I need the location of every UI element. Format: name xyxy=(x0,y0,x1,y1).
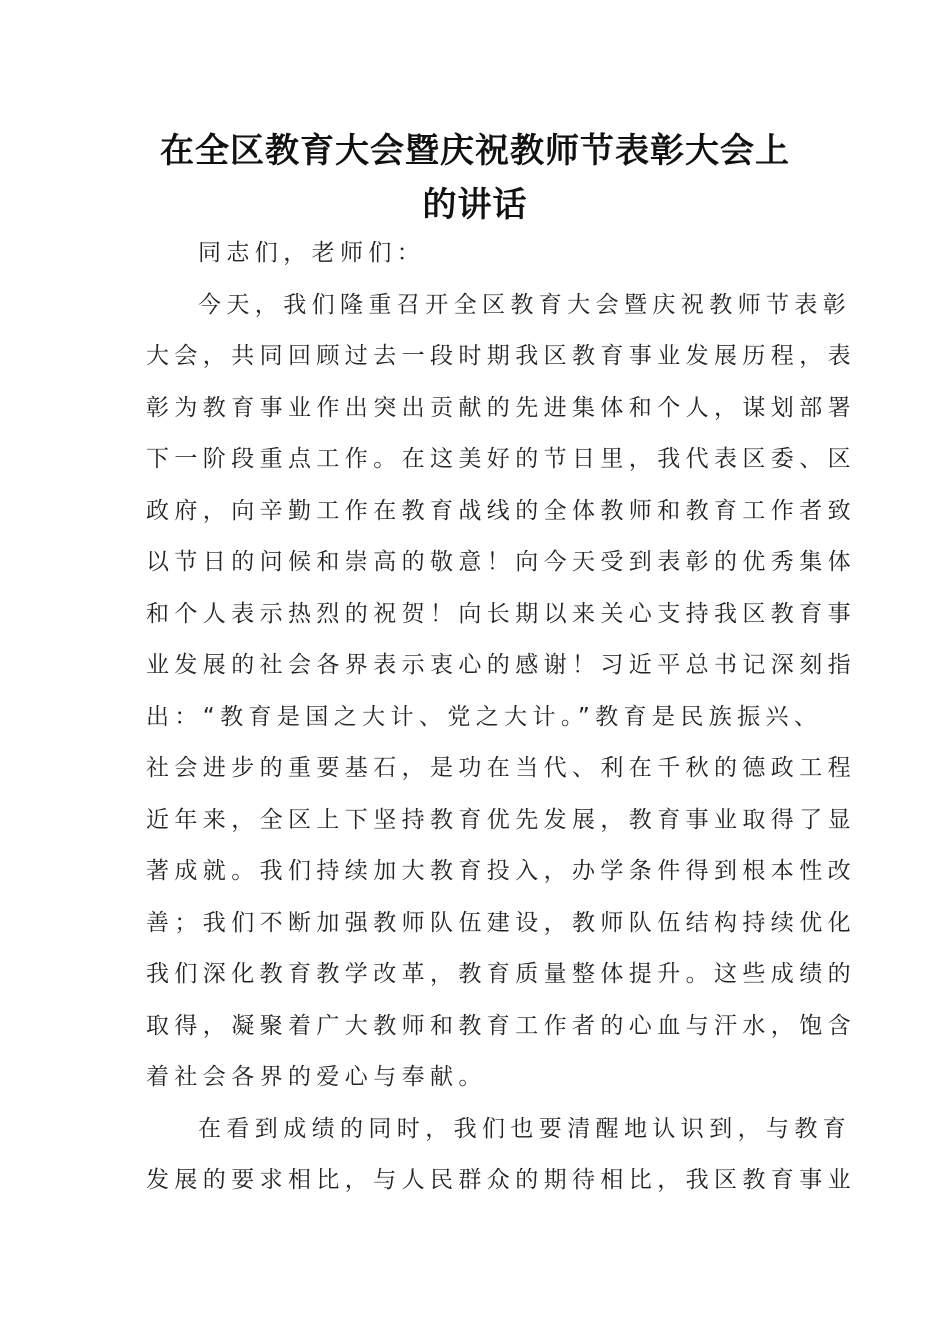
title-line-1: 在全区教育大会暨庆祝教师节表彰大会上 xyxy=(160,131,790,171)
paragraph-line: 发展的要求相比，与人民群众的期待相比，我区教育事业 xyxy=(146,1167,856,1193)
paragraph-line: 下一阶段重点工作。在这美好的节日里，我代表区委、区 xyxy=(146,446,856,472)
paragraph-line: 着社会各界的爱心与奉献。 xyxy=(146,1064,487,1090)
title-line-2: 的讲话 xyxy=(422,185,528,225)
document-title xyxy=(140,124,810,232)
paragraph-line: 大会，共同回顾过去一段时期我区教育事业发展历程，表 xyxy=(146,343,856,369)
paragraph-line: 在看到成绩的同时，我们也要清醒地认识到，与教育 xyxy=(198,1115,852,1142)
paragraph-line: 社会进步的重要基石，是功在当代、利在千秋的德政工程 xyxy=(146,755,856,781)
paragraph-1 xyxy=(146,280,856,1104)
paragraph-line: 今天，我们隆重召开全区教育大会暨庆祝教师节表彰 xyxy=(198,291,852,318)
paragraph-line: 业发展的社会各界表示衷心的感谢！习近平总书记深刻指 xyxy=(146,652,856,678)
paragraph-line: 彰为教育事业作出突出贡献的先进集体和个人，谋划部署 xyxy=(146,394,856,421)
paragraph-line: 善；我们不断加强教师队伍建设，教师队伍结构持续优化 xyxy=(146,909,856,936)
paragraph-line: 取得，凝聚着广大教师和教育工作者的心血与汗水，饱含 xyxy=(146,1012,856,1039)
paragraph-line: 近年来，全区上下坚持教育优先发展，教育事业取得了显 xyxy=(146,806,856,833)
paragraph-line: 和个人表示热烈的祝贺！向长期以来关心支持我区教育事 xyxy=(146,600,856,627)
paragraph-2 xyxy=(146,1104,856,1207)
salutation: 同志们，老师们： xyxy=(198,240,426,266)
paragraph-line: 出：“教育是国之大计、党之大计。”教育是民族振兴、 xyxy=(146,703,823,730)
paragraph-line: 以节日的问候和崇高的敬意！向今天受到表彰的优秀集体 xyxy=(146,549,856,575)
paragraph-line: 政府，向辛勤工作在教育战线的全体教师和教育工作者致 xyxy=(146,497,856,524)
paragraph-line: 我们深化教育教学改革，教育质量整体提升。这些成绩的 xyxy=(146,961,856,987)
paragraph-line: 著成就。我们持续加大教育投入，办学条件得到根本性改 xyxy=(146,858,856,884)
document-body xyxy=(146,228,856,1207)
